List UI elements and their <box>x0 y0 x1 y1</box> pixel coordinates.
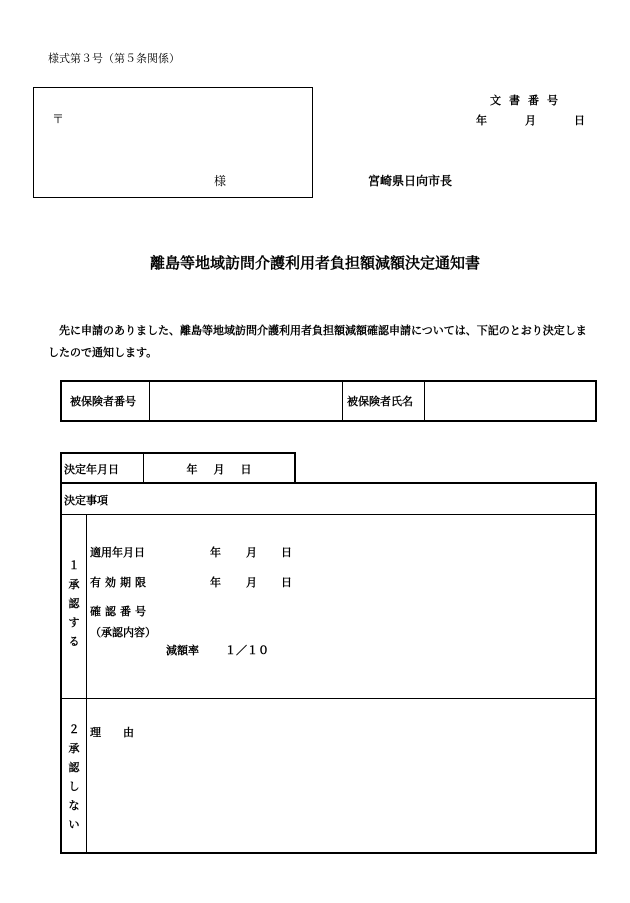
confirmation-number-label: 確認番号 <box>90 605 150 618</box>
applicable-date-label: 適用年月日 <box>90 546 145 559</box>
reason-label: 理 由 <box>90 726 134 739</box>
vertical-char: 認 <box>68 761 80 774</box>
deny-vertical-label <box>62 720 86 834</box>
decision-date-label: 決定年月日 <box>62 454 144 484</box>
notice-title: 離島等地域訪問介護利用者負担額減額決定通知書 <box>149 254 480 272</box>
applicable-date-day: 日 <box>281 546 292 559</box>
approve-vertical-label <box>62 556 86 651</box>
vertical-char: １ <box>68 559 80 572</box>
decision-date-day: 日 <box>240 463 252 476</box>
vertical-char: し <box>68 780 80 793</box>
vertical-char: る <box>68 635 80 648</box>
form-number: 様式第３号（第５条関係） <box>48 52 180 65</box>
decision-box <box>60 482 597 854</box>
insured-number-field[interactable] <box>150 382 343 420</box>
postal-mark: 〒 <box>52 112 65 126</box>
vertical-char: 承 <box>68 742 80 755</box>
valid-period-label: 有効期限 <box>90 576 150 589</box>
valid-period-month: 月 <box>246 576 257 589</box>
insured-name-field[interactable] <box>425 382 595 420</box>
decision-items-label: 決定事項 <box>64 494 108 507</box>
vertical-char: ２ <box>68 723 80 736</box>
document-date <box>476 112 585 128</box>
divider <box>62 698 595 699</box>
body-text: 先に申請のありました、離島等地域訪問介護利用者負担額減額確認申請については、下記のとおり決定しましたので通知します。 <box>48 324 587 359</box>
vertical-char: い <box>68 818 80 831</box>
divider <box>86 698 87 852</box>
valid-period-year: 年 <box>210 576 221 589</box>
insured-table <box>60 380 597 422</box>
vertical-char: す <box>68 616 80 629</box>
honorific: 様 <box>214 174 227 188</box>
reduction-rate-value: １／１０ <box>225 644 269 657</box>
doc-date-month: 月 <box>525 114 536 127</box>
doc-date-day: 日 <box>574 114 585 127</box>
insured-number-label: 被保険者番号 <box>62 382 150 420</box>
reduction-rate-label: 減額率 <box>166 644 199 657</box>
issuer: 宮崎県日向市長 <box>368 174 453 188</box>
decision-date-field[interactable] <box>144 454 294 484</box>
vertical-char: 認 <box>68 597 80 610</box>
document-number-label: 文書番号 <box>490 94 566 107</box>
vertical-char: 承 <box>68 578 80 591</box>
decision-date-year: 年 <box>186 463 198 476</box>
divider <box>62 514 595 515</box>
decision-date-box <box>60 452 296 484</box>
address-box <box>33 87 313 198</box>
vertical-char: な <box>68 799 80 812</box>
insured-name-label: 被保険者氏名 <box>343 382 425 420</box>
doc-date-year: 年 <box>476 114 487 127</box>
approval-content-label: （承認内容） <box>90 626 156 639</box>
divider <box>86 514 87 698</box>
decision-date-month: 月 <box>213 463 225 476</box>
applicable-date-year: 年 <box>210 546 221 559</box>
applicable-date-month: 月 <box>246 546 257 559</box>
valid-period-day: 日 <box>281 576 292 589</box>
